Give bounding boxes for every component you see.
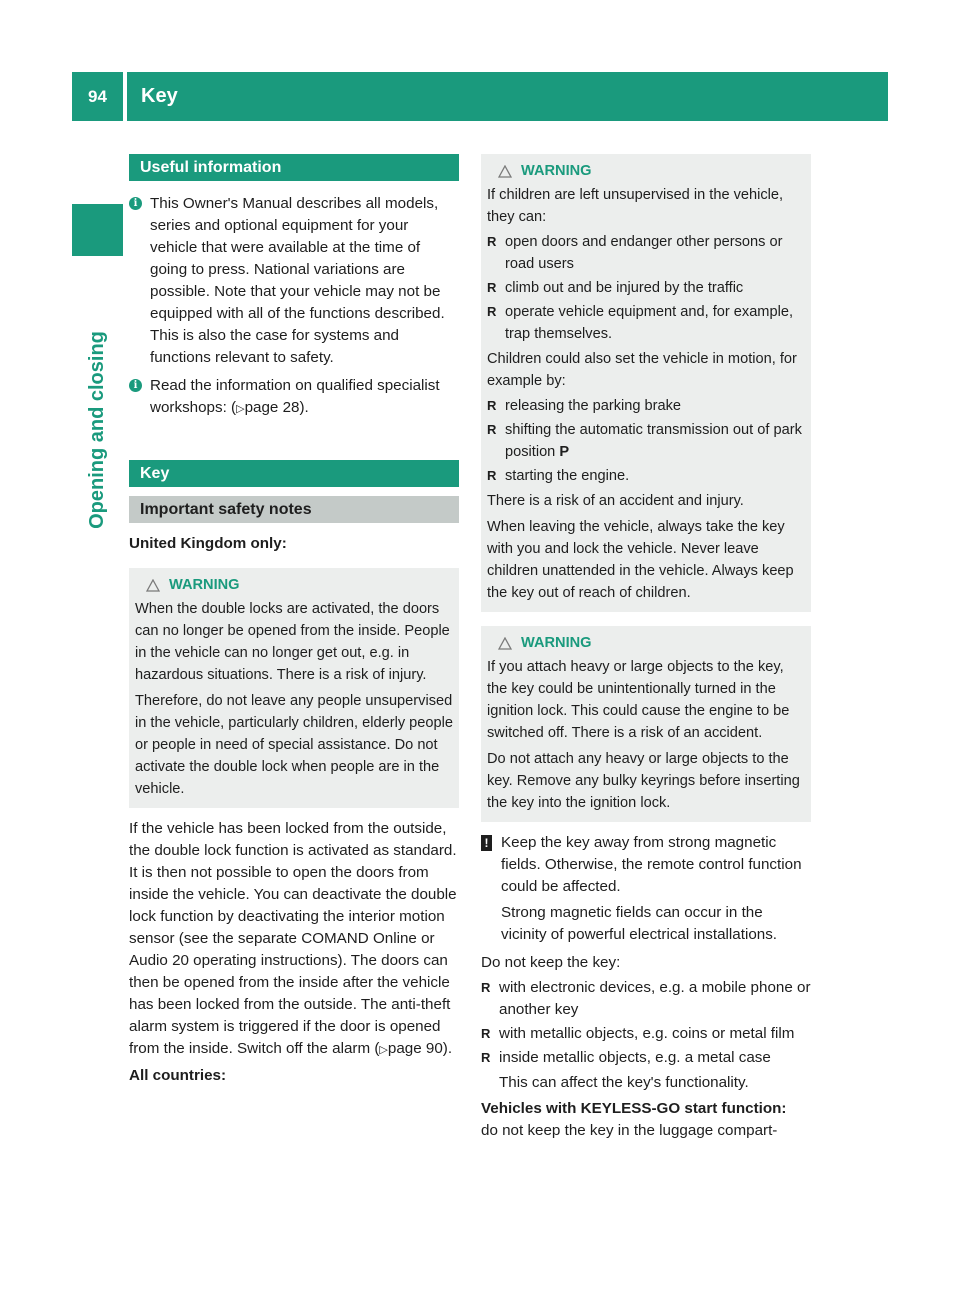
page-section-title: Key <box>127 72 888 121</box>
page-ref-arrow-icon: ▷ <box>236 403 245 415</box>
bullet-icon: R <box>481 1050 491 1065</box>
all-countries-label: All countries: <box>129 1067 227 1084</box>
keyless-go-text: do not keep the key in the luggage compart- <box>481 1122 778 1139</box>
side-chapter-title: Opening and closing <box>86 331 108 529</box>
caution-text: Keep the key away from strong magnetic fields. Otherwise, the remote control function could be affected. <box>501 834 802 895</box>
bullet-icon: R <box>487 422 497 437</box>
info-note-1-text: This Owner's Manual describes all models, series and optional equipment for your vehicle that were available at the time of going to press. National variations are possible. Note that your vehicle may not be equipped with all of the functions described. This is also the case for systems and functions relevant to safety. <box>150 195 445 366</box>
page-ref-arrow-icon: ▷ <box>379 1044 388 1056</box>
list-item: R with electronic devices, e.g. a mobile phone or another key <box>481 979 811 1018</box>
list-item: R with metallic objects, e.g. coins or metal film <box>481 1023 811 1045</box>
warning-paragraph: There is a risk of an accident and injury. <box>487 493 744 509</box>
bullet-icon: R <box>481 1026 491 1041</box>
right-column <box>481 154 811 1142</box>
page-ref-link[interactable]: page 28 <box>244 399 300 416</box>
double-lock-body-text: If the vehicle has been locked from the outside, the double lock function is activated as standard. It is then not possible to open the doors from inside the vehicle. You can deactivate the double lock function by deactivating the interior motion sensor (see the separate COMAND Online or Audio 20 operating instructions). The doors can then be opened from the inside after the vehicle has been locked from the outside. The anti-theft alarm system is triggered if the door is opened from the inside. Switch off the alarm (▷page 90). <box>129 820 457 1057</box>
warning-header: WARNING <box>498 632 805 654</box>
warning-paragraph: If children are left unsupervised in the vehicle, they can: <box>487 187 784 225</box>
warning-triangle-icon <box>146 579 160 592</box>
list-item: R open doors and endanger other persons or road users <box>487 231 805 275</box>
info-icon: i <box>129 197 142 210</box>
page-number: 94 <box>72 72 123 121</box>
list-item: R shifting the automatic transmission out of park position P <box>487 419 805 463</box>
functionality-note: This can affect the key's functionality. <box>499 1074 749 1091</box>
bullet-list <box>487 231 805 345</box>
bullet-icon: R <box>481 980 491 995</box>
warning-paragraph: If you attach heavy or large objects to the key, the key could be unintentionally turned in the ignition lock. This could cause the engine to be switched off. There is a risk of an accident. <box>487 659 790 741</box>
bullet-icon: R <box>487 304 497 319</box>
do-not-keep-label: Do not keep the key: <box>481 954 621 971</box>
warning-paragraph: Do not attach any heavy or large objects to the key. Remove any bulky keyrings before inserting the key into the ignition lock. <box>487 751 800 811</box>
info-note-2-text: Read the information on qualified specialist workshops: (▷page 28). <box>150 377 440 416</box>
list-item: R starting the engine. <box>487 465 805 487</box>
bullet-icon: R <box>487 234 497 249</box>
bullet-list <box>481 977 811 1069</box>
caution-note-magnetic <box>481 832 811 946</box>
bullet-icon: R <box>487 280 497 295</box>
warning-paragraph: Children could also set the vehicle in motion, for example by: <box>487 351 797 389</box>
list-item: R climb out and be injured by the traffic <box>487 277 805 299</box>
warning-triangle-icon <box>498 165 512 178</box>
list-item: R operate vehicle equipment and, for example, trap themselves. <box>487 301 805 345</box>
list-item: R inside metallic objects, e.g. a metal case <box>481 1047 811 1069</box>
info-note-2 <box>129 375 459 420</box>
useful-information-heading: Useful information <box>129 154 459 181</box>
key-heading: Key <box>129 460 459 487</box>
bullet-icon: R <box>487 398 497 413</box>
warning-triangle-icon <box>498 637 512 650</box>
warning-header: WARNING <box>146 574 453 596</box>
warning-box-heavy-objects <box>481 626 811 822</box>
side-tab-marker <box>72 204 123 256</box>
page-ref-link[interactable]: page 90 <box>387 1040 443 1057</box>
warning-header: WARNING <box>498 160 805 182</box>
list-item: R releasing the parking brake <box>487 395 805 417</box>
warning-paragraph: When the double locks are activated, the doors can no longer be opened from the inside. People in the vehicle can no longer get out, e.g. in hazardous situations. There is a risk of injury. <box>135 601 450 683</box>
info-note-1 <box>129 193 459 369</box>
caution-text: Strong magnetic fields can occur in the vicinity of powerful electrical installations. <box>501 904 778 943</box>
keyless-go-heading: Vehicles with KEYLESS-GO start function: <box>481 1100 787 1117</box>
warning-box-double-lock <box>129 568 459 808</box>
uk-only-label: United Kingdom only: <box>129 535 287 552</box>
warning-paragraph: When leaving the vehicle, always take the key with you and lock the vehicle. Never leave children unattended in the vehicle. Always keep the key out of reach of children. <box>487 519 794 601</box>
bullet-list <box>487 395 805 487</box>
warning-paragraph: Therefore, do not leave any people unsupervised in the vehicle, particularly children, elderly people or people in need of special assistance. Do not activate the double lock when people are in the vehicle. <box>135 693 453 797</box>
important-safety-notes-heading: Important safety notes <box>129 496 459 523</box>
bullet-icon: R <box>487 468 497 483</box>
left-column <box>129 154 459 1087</box>
exclamation-icon: ! <box>481 835 492 851</box>
info-icon: i <box>129 379 142 392</box>
warning-box-children <box>481 154 811 612</box>
